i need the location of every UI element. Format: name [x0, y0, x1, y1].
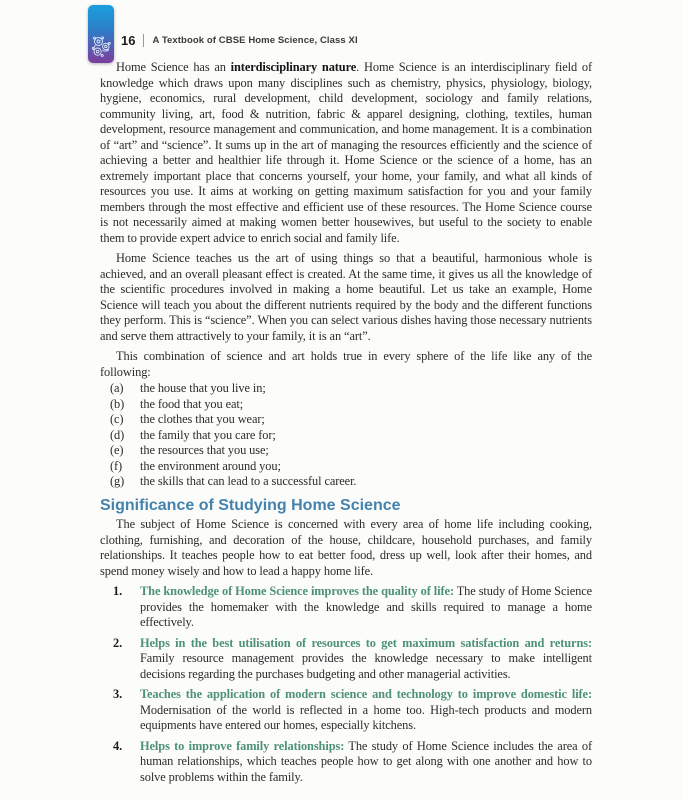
floral-ornament-icon: [90, 34, 112, 60]
spheres-list: [100, 381, 592, 490]
list-item: [100, 474, 592, 490]
list-item: [100, 397, 592, 413]
item-number: 2.: [113, 635, 123, 650]
list-marker: (b): [110, 396, 125, 411]
paragraph-text: Home Science has an: [116, 60, 231, 74]
section-heading: Significance of Studying Home Science: [100, 496, 401, 514]
book-title: A Textbook of CBSE Home Science, Class XI: [152, 35, 358, 46]
item-number: 1.: [113, 584, 123, 598]
list-item: [100, 428, 592, 444]
item-text: The study of Home Science provides the homemaker with the knowledge and skills required to manage a home effectively.: [140, 584, 592, 629]
item-lead: Teaches the application of modern science and technology to improve domestic life:: [140, 687, 592, 701]
significance-points-list: [100, 584, 592, 785]
item-number: 4.: [113, 738, 123, 753]
list-item: [100, 381, 592, 397]
list-item-text: the family that you care for;: [140, 427, 276, 442]
paragraph-text: . Home Science is an interdisciplinary field of knowledge which draws upon many disciplines such as chemistry, physics, physiology, biology, hygiene, economics, rural development, child development, sociology and family relations, community living, art, food & nutrition, fabric & apparel designing, clothing, textiles, human development, resource management and communication, and home management. It is a combination of “art” and “science”. It sums up in the art of managing the resources efficiently and the science of achieving a better and healthier life through it. Home Science or the science of a home, has an extremely important place that concerns yourself, your home, your family, and what all kinds of resources you use. It aims at working on getting maximum satisfaction for you and your family members through the most effective and efficient use of these resources. The Home Science course is not necessarily aimed at making women better housewives, but useful to the society to enable them to provide expert advice to enrich social and family life.: [100, 60, 592, 245]
numbered-item: [100, 584, 592, 631]
item-text: Modernisation of the world is reflected in a home too. High-tech products and modern equipments have entered our homes, especially kitchens.: [140, 702, 592, 732]
header-divider: [143, 34, 144, 47]
list-item: [100, 443, 592, 459]
list-marker: (f): [110, 458, 123, 473]
item-text: Family resource management provides the knowledge necessary to make intelligent decisions regarding the purchases budgeting and other managerial activities.: [140, 651, 592, 681]
list-marker: (g): [110, 474, 125, 488]
list-item-text: the clothes that you wear;: [140, 412, 265, 426]
list-marker: (d): [110, 427, 125, 442]
item-lead: The knowledge of Home Science improves the quality of life:: [140, 584, 454, 598]
list-item: [100, 459, 592, 475]
numbered-item: [100, 739, 592, 786]
item-lead: Helps to improve family relationships:: [140, 738, 345, 753]
list-marker: (a): [110, 381, 124, 395]
page-number: 16: [121, 33, 136, 48]
item-lead: Helps in the best utilisation of resources to get maximum satisfaction and returns:: [140, 635, 592, 650]
chapter-logo-bar: [88, 5, 114, 63]
page-content: [100, 60, 592, 790]
item-body: [140, 636, 592, 683]
list-item-text: the food that you eat;: [140, 396, 244, 411]
item-number: 3.: [113, 687, 123, 701]
numbered-item: [100, 687, 592, 734]
list-item-text: the environment around you;: [140, 458, 281, 473]
significance-intro-paragraph: The subject of Home Science is concerned with every area of home life including cooking, clothing, furnishing, and decoration of the house, childcare, household purchases, and family relationships. It teaches people how to eat better food, dress up well, look after their homes, and spend money wisely and how to lead a happy home life.: [100, 517, 592, 578]
intro-paragraph-2: Home Science teaches us the art of using things so that a beautiful, harmonious whole is achieved, and an overall pleasant effect is created. At the same time, it gives us all the knowledge of the scientific procedures involved in making a home beautiful. Let us take an example, Home Science will teach you about the different nutrients required by the body and the different functions they perform. This is “science”. When you can select various dishes having those necessary nutrients and serve them attractively to your family, it is an “art”.: [100, 251, 592, 343]
page-header: [121, 33, 358, 48]
list-marker: (e): [110, 443, 124, 457]
list-marker: (c): [110, 412, 124, 426]
bold-key-term: interdisciplinary nature: [230, 60, 357, 74]
list-item-text: the resources that you use;: [140, 443, 269, 457]
item-text: The study of Home Science includes the area of human relationships, which teaches people how to get along with one another and how to solve problems within the family.: [140, 738, 593, 784]
list-item-text: the house that you live in;: [140, 381, 266, 395]
intro-paragraph-1: [100, 60, 592, 246]
item-body: [140, 584, 592, 631]
list-item-text: the skills that can lead to a successful career.: [140, 474, 357, 488]
list-item: [100, 412, 592, 428]
numbered-item: [100, 636, 592, 683]
spheres-list-intro: This combination of science and art holds true in every sphere of the life like any of the following:: [100, 349, 592, 379]
item-body: [140, 687, 592, 734]
item-body: [140, 739, 592, 786]
